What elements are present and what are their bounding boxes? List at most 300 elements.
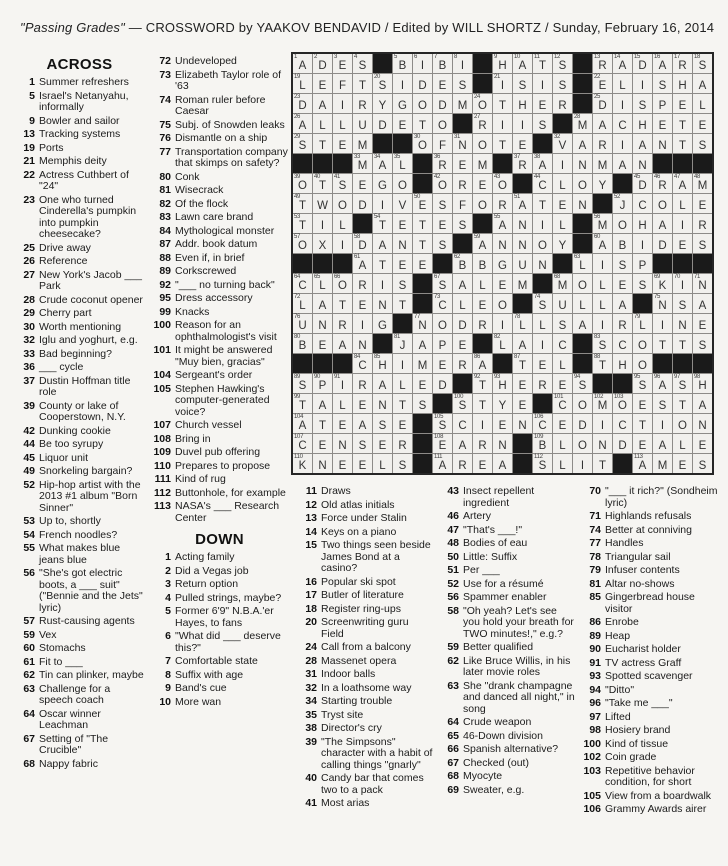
grid-cell-r13c11[interactable] <box>493 294 512 313</box>
grid-cell-r5c4[interactable] <box>353 134 372 153</box>
grid-cell-r12c5[interactable] <box>373 274 392 293</box>
grid-cell-r6c17[interactable] <box>613 154 632 173</box>
grid-cell-r9c12[interactable] <box>513 214 532 233</box>
grid-cell-r13c20[interactable] <box>673 294 692 313</box>
grid-cell-r19c6[interactable] <box>393 414 412 433</box>
grid-cell-r20c16[interactable] <box>593 434 612 453</box>
grid-cell-r6c4[interactable] <box>353 154 372 173</box>
grid-cell-r16c7[interactable] <box>413 354 432 373</box>
grid-cell-r8c10[interactable] <box>473 194 492 213</box>
grid-cell-r14c1[interactable] <box>293 314 312 333</box>
grid-cell-r18c10[interactable] <box>473 394 492 413</box>
grid-cell-r6c10[interactable] <box>473 154 492 173</box>
grid-cell-r1c2[interactable] <box>313 54 332 73</box>
grid-cell-r10c2[interactable] <box>313 234 332 253</box>
grid-cell-r9c2[interactable] <box>313 214 332 233</box>
grid-cell-r5c15[interactable] <box>573 134 592 153</box>
grid-cell-r2c5[interactable] <box>373 74 392 93</box>
grid-cell-r13c16[interactable] <box>593 294 612 313</box>
grid-cell-r10c11[interactable] <box>493 234 512 253</box>
grid-cell-r20c5[interactable] <box>373 434 392 453</box>
grid-cell-r10c7[interactable] <box>413 234 432 253</box>
grid-cell-r18c7[interactable] <box>413 394 432 413</box>
grid-cell-r7c10[interactable] <box>473 174 492 193</box>
grid-cell-r5c8[interactable] <box>433 134 452 153</box>
grid-cell-r13c1[interactable] <box>293 294 312 313</box>
grid-cell-r9c7[interactable] <box>413 214 432 233</box>
grid-cell-r5c17[interactable] <box>613 134 632 153</box>
grid-cell-r7c21[interactable] <box>693 174 712 193</box>
grid-cell-r5c10[interactable] <box>473 134 492 153</box>
grid-cell-r16c8[interactable] <box>433 354 452 373</box>
grid-cell-r2c8[interactable] <box>433 74 452 93</box>
grid-cell-r12c18[interactable] <box>633 274 652 293</box>
grid-cell-r14c3[interactable] <box>333 314 352 333</box>
grid-cell-r8c7[interactable] <box>413 194 432 213</box>
grid-cell-r14c14[interactable] <box>553 314 572 333</box>
grid-cell-r18c18[interactable] <box>633 394 652 413</box>
grid-cell-r7c4[interactable] <box>353 174 372 193</box>
grid-cell-r17c18[interactable] <box>633 374 652 393</box>
grid-cell-r2c7[interactable] <box>413 74 432 93</box>
grid-cell-r18c4[interactable] <box>353 394 372 413</box>
grid-cell-r8c18[interactable] <box>633 194 652 213</box>
grid-cell-r14c11[interactable] <box>493 314 512 333</box>
grid-cell-r8c5[interactable] <box>373 194 392 213</box>
grid-cell-r11c18[interactable] <box>633 254 652 273</box>
grid-cell-r20c9[interactable] <box>453 434 472 453</box>
grid-cell-r4c1[interactable] <box>293 114 312 133</box>
grid-cell-r3c8[interactable] <box>433 94 452 113</box>
grid-cell-r14c21[interactable] <box>693 314 712 333</box>
grid-cell-r5c18[interactable] <box>633 134 652 153</box>
grid-cell-r7c9[interactable] <box>453 174 472 193</box>
grid-cell-r21c2[interactable] <box>313 454 332 473</box>
grid-cell-r13c9[interactable] <box>453 294 472 313</box>
grid-cell-r6c15[interactable] <box>573 154 592 173</box>
grid-cell-r2c17[interactable] <box>613 74 632 93</box>
grid-cell-r4c20[interactable] <box>673 114 692 133</box>
grid-cell-r2c18[interactable] <box>633 74 652 93</box>
grid-cell-r15c18[interactable] <box>633 334 652 353</box>
grid-cell-r16c9[interactable] <box>453 354 472 373</box>
grid-cell-r12c19[interactable] <box>653 274 672 293</box>
grid-cell-r10c16[interactable] <box>593 234 612 253</box>
grid-cell-r15c14[interactable] <box>553 334 572 353</box>
grid-cell-r17c3[interactable] <box>333 374 352 393</box>
grid-cell-r17c1[interactable] <box>293 374 312 393</box>
grid-cell-r1c21[interactable] <box>693 54 712 73</box>
grid-cell-r16c16[interactable] <box>593 354 612 373</box>
grid-cell-r3c21[interactable] <box>693 94 712 113</box>
grid-cell-r16c13[interactable] <box>533 354 552 373</box>
grid-cell-r17c19[interactable] <box>653 374 672 393</box>
grid-cell-r3c13[interactable] <box>533 94 552 113</box>
grid-cell-r6c6[interactable] <box>393 154 412 173</box>
grid-cell-r12c9[interactable] <box>453 274 472 293</box>
grid-cell-r18c14[interactable] <box>553 394 572 413</box>
grid-cell-r16c17[interactable] <box>613 354 632 373</box>
grid-cell-r15c6[interactable] <box>393 334 412 353</box>
grid-cell-r5c9[interactable] <box>453 134 472 153</box>
grid-cell-r20c18[interactable] <box>633 434 652 453</box>
grid-cell-r9c13[interactable] <box>533 214 552 233</box>
grid-cell-r17c4[interactable] <box>353 374 372 393</box>
grid-cell-r11c13[interactable] <box>533 254 552 273</box>
grid-cell-r10c19[interactable] <box>653 234 672 253</box>
grid-cell-r17c20[interactable] <box>673 374 692 393</box>
grid-cell-r19c4[interactable] <box>353 414 372 433</box>
grid-cell-r19c18[interactable] <box>633 414 652 433</box>
grid-cell-r19c12[interactable] <box>513 414 532 433</box>
grid-cell-r13c19[interactable] <box>653 294 672 313</box>
grid-cell-r14c2[interactable] <box>313 314 332 333</box>
grid-cell-r18c2[interactable] <box>313 394 332 413</box>
grid-cell-r19c3[interactable] <box>333 414 352 433</box>
grid-cell-r21c15[interactable] <box>573 454 592 473</box>
grid-cell-r15c9[interactable] <box>453 334 472 353</box>
grid-cell-r18c17[interactable] <box>613 394 632 413</box>
grid-cell-r11c17[interactable] <box>613 254 632 273</box>
grid-cell-r6c9[interactable] <box>453 154 472 173</box>
grid-cell-r9c20[interactable] <box>673 214 692 233</box>
grid-cell-r10c14[interactable] <box>553 234 572 253</box>
grid-cell-r18c3[interactable] <box>333 394 352 413</box>
grid-cell-r3c16[interactable] <box>593 94 612 113</box>
grid-cell-r11c7[interactable] <box>413 254 432 273</box>
grid-cell-r13c10[interactable] <box>473 294 492 313</box>
grid-cell-r4c10[interactable] <box>473 114 492 133</box>
grid-cell-r18c12[interactable] <box>513 394 532 413</box>
grid-cell-r16c12[interactable] <box>513 354 532 373</box>
grid-cell-r5c14[interactable] <box>553 134 572 153</box>
grid-cell-r13c8[interactable] <box>433 294 452 313</box>
grid-cell-r4c2[interactable] <box>313 114 332 133</box>
grid-cell-r16c10[interactable] <box>473 354 492 373</box>
grid-cell-r11c16[interactable] <box>593 254 612 273</box>
grid-cell-r15c21[interactable] <box>693 334 712 353</box>
grid-cell-r9c11[interactable] <box>493 214 512 233</box>
grid-cell-r15c3[interactable] <box>333 334 352 353</box>
grid-cell-r7c13[interactable] <box>533 174 552 193</box>
grid-cell-r20c15[interactable] <box>573 434 592 453</box>
grid-cell-r20c1[interactable] <box>293 434 312 453</box>
grid-cell-r15c16[interactable] <box>593 334 612 353</box>
grid-cell-r7c6[interactable] <box>393 174 412 193</box>
grid-cell-r5c7[interactable] <box>413 134 432 153</box>
grid-cell-r12c15[interactable] <box>573 274 592 293</box>
grid-cell-r17c12[interactable] <box>513 374 532 393</box>
grid-cell-r10c8[interactable] <box>433 234 452 253</box>
grid-cell-r3c18[interactable] <box>633 94 652 113</box>
grid-cell-r7c19[interactable] <box>653 174 672 193</box>
grid-cell-r2c9[interactable] <box>453 74 472 93</box>
grid-cell-r14c10[interactable] <box>473 314 492 333</box>
grid-cell-r9c16[interactable] <box>593 214 612 233</box>
grid-cell-r12c16[interactable] <box>593 274 612 293</box>
grid-cell-r19c16[interactable] <box>593 414 612 433</box>
grid-cell-r18c1[interactable] <box>293 394 312 413</box>
grid-cell-r14c5[interactable] <box>373 314 392 333</box>
grid-cell-r19c1[interactable] <box>293 414 312 433</box>
grid-cell-r18c6[interactable] <box>393 394 412 413</box>
grid-cell-r8c4[interactable] <box>353 194 372 213</box>
grid-cell-r6c5[interactable] <box>373 154 392 173</box>
grid-cell-r3c2[interactable] <box>313 94 332 113</box>
grid-cell-r12c10[interactable] <box>473 274 492 293</box>
grid-cell-r20c13[interactable] <box>533 434 552 453</box>
grid-cell-r4c6[interactable] <box>393 114 412 133</box>
grid-cell-r20c4[interactable] <box>353 434 372 453</box>
grid-cell-r10c1[interactable] <box>293 234 312 253</box>
grid-cell-r7c8[interactable] <box>433 174 452 193</box>
grid-cell-r1c1[interactable] <box>293 54 312 73</box>
grid-cell-r8c14[interactable] <box>553 194 572 213</box>
grid-cell-r9c1[interactable] <box>293 214 312 233</box>
grid-cell-r18c16[interactable] <box>593 394 612 413</box>
grid-cell-r1c16[interactable] <box>593 54 612 73</box>
grid-cell-r1c11[interactable] <box>493 54 512 73</box>
grid-cell-r11c15[interactable] <box>573 254 592 273</box>
grid-cell-r21c9[interactable] <box>453 454 472 473</box>
grid-cell-r19c10[interactable] <box>473 414 492 433</box>
grid-cell-r19c13[interactable] <box>533 414 552 433</box>
grid-cell-r9c21[interactable] <box>693 214 712 233</box>
grid-cell-r3c4[interactable] <box>353 94 372 113</box>
grid-cell-r14c15[interactable] <box>573 314 592 333</box>
grid-cell-r15c4[interactable] <box>353 334 372 353</box>
grid-cell-r18c15[interactable] <box>573 394 592 413</box>
grid-cell-r5c3[interactable] <box>333 134 352 153</box>
grid-cell-r21c20[interactable] <box>673 454 692 473</box>
grid-cell-r20c21[interactable] <box>693 434 712 453</box>
grid-cell-r21c11[interactable] <box>493 454 512 473</box>
grid-cell-r2c14[interactable] <box>553 74 572 93</box>
grid-cell-r8c13[interactable] <box>533 194 552 213</box>
grid-cell-r12c4[interactable] <box>353 274 372 293</box>
grid-cell-r12c14[interactable] <box>553 274 572 293</box>
grid-cell-r17c11[interactable] <box>493 374 512 393</box>
grid-cell-r7c3[interactable] <box>333 174 352 193</box>
grid-cell-r20c8[interactable] <box>433 434 452 453</box>
grid-cell-r3c10[interactable] <box>473 94 492 113</box>
grid-cell-r2c12[interactable] <box>513 74 532 93</box>
grid-cell-r13c4[interactable] <box>353 294 372 313</box>
grid-cell-r17c14[interactable] <box>553 374 572 393</box>
grid-cell-r15c19[interactable] <box>653 334 672 353</box>
grid-cell-r19c8[interactable] <box>433 414 452 433</box>
grid-cell-r2c21[interactable] <box>693 74 712 93</box>
grid-cell-r10c12[interactable] <box>513 234 532 253</box>
grid-cell-r17c15[interactable] <box>573 374 592 393</box>
grid-cell-r12c2[interactable] <box>313 274 332 293</box>
grid-cell-r10c20[interactable] <box>673 234 692 253</box>
grid-cell-r7c2[interactable] <box>313 174 332 193</box>
grid-cell-r1c19[interactable] <box>653 54 672 73</box>
grid-cell-r7c18[interactable] <box>633 174 652 193</box>
grid-cell-r9c8[interactable] <box>433 214 452 233</box>
grid-cell-r10c13[interactable] <box>533 234 552 253</box>
grid-cell-r11c11[interactable] <box>493 254 512 273</box>
grid-cell-r9c19[interactable] <box>653 214 672 233</box>
grid-cell-r13c6[interactable] <box>393 294 412 313</box>
grid-cell-r1c14[interactable] <box>553 54 572 73</box>
grid-cell-r8c3[interactable] <box>333 194 352 213</box>
grid-cell-r15c7[interactable] <box>413 334 432 353</box>
grid-cell-r13c14[interactable] <box>553 294 572 313</box>
grid-cell-r21c14[interactable] <box>553 454 572 473</box>
grid-cell-r4c16[interactable] <box>593 114 612 133</box>
grid-cell-r19c21[interactable] <box>693 414 712 433</box>
grid-cell-r8c11[interactable] <box>493 194 512 213</box>
grid-cell-r12c1[interactable] <box>293 274 312 293</box>
grid-cell-r18c20[interactable] <box>673 394 692 413</box>
grid-cell-r3c9[interactable] <box>453 94 472 113</box>
grid-cell-r15c2[interactable] <box>313 334 332 353</box>
grid-cell-r17c5[interactable] <box>373 374 392 393</box>
grid-cell-r5c21[interactable] <box>693 134 712 153</box>
grid-cell-r15c11[interactable] <box>493 334 512 353</box>
grid-cell-r12c6[interactable] <box>393 274 412 293</box>
grid-cell-r4c19[interactable] <box>653 114 672 133</box>
grid-cell-r3c17[interactable] <box>613 94 632 113</box>
grid-cell-r13c21[interactable] <box>693 294 712 313</box>
grid-cell-r17c8[interactable] <box>433 374 452 393</box>
grid-cell-r8c21[interactable] <box>693 194 712 213</box>
grid-cell-r21c10[interactable] <box>473 454 492 473</box>
grid-cell-r3c11[interactable] <box>493 94 512 113</box>
grid-cell-r21c21[interactable] <box>693 454 712 473</box>
grid-cell-r18c19[interactable] <box>653 394 672 413</box>
grid-cell-r13c2[interactable] <box>313 294 332 313</box>
grid-cell-r2c20[interactable] <box>673 74 692 93</box>
grid-cell-r19c2[interactable] <box>313 414 332 433</box>
grid-cell-r19c17[interactable] <box>613 414 632 433</box>
grid-cell-r20c11[interactable] <box>493 434 512 453</box>
grid-cell-r6c16[interactable] <box>593 154 612 173</box>
grid-cell-r21c1[interactable] <box>293 454 312 473</box>
grid-cell-r3c19[interactable] <box>653 94 672 113</box>
grid-cell-r9c5[interactable] <box>373 214 392 233</box>
grid-cell-r8c6[interactable] <box>393 194 412 213</box>
grid-cell-r3c6[interactable] <box>393 94 412 113</box>
grid-cell-r16c18[interactable] <box>633 354 652 373</box>
grid-cell-r10c18[interactable] <box>633 234 652 253</box>
grid-cell-r4c8[interactable] <box>433 114 452 133</box>
grid-cell-r20c14[interactable] <box>553 434 572 453</box>
grid-cell-r2c2[interactable] <box>313 74 332 93</box>
grid-cell-r4c13[interactable] <box>533 114 552 133</box>
grid-cell-r13c17[interactable] <box>613 294 632 313</box>
grid-cell-r4c5[interactable] <box>373 114 392 133</box>
grid-cell-r3c7[interactable] <box>413 94 432 113</box>
grid-cell-r10c6[interactable] <box>393 234 412 253</box>
grid-cell-r11c10[interactable] <box>473 254 492 273</box>
grid-cell-r3c3[interactable] <box>333 94 352 113</box>
grid-cell-r8c15[interactable] <box>573 194 592 213</box>
grid-cell-r4c21[interactable] <box>693 114 712 133</box>
grid-cell-r19c20[interactable] <box>673 414 692 433</box>
grid-cell-r21c5[interactable] <box>373 454 392 473</box>
grid-cell-r20c20[interactable] <box>673 434 692 453</box>
grid-cell-r7c15[interactable] <box>573 174 592 193</box>
grid-cell-r9c9[interactable] <box>453 214 472 233</box>
grid-cell-r20c19[interactable] <box>653 434 672 453</box>
grid-cell-r20c3[interactable] <box>333 434 352 453</box>
grid-cell-r1c17[interactable] <box>613 54 632 73</box>
grid-cell-r5c12[interactable] <box>513 134 532 153</box>
grid-cell-r21c16[interactable] <box>593 454 612 473</box>
grid-cell-r21c3[interactable] <box>333 454 352 473</box>
grid-cell-r4c11[interactable] <box>493 114 512 133</box>
grid-cell-r18c5[interactable] <box>373 394 392 413</box>
grid-cell-r17c6[interactable] <box>393 374 412 393</box>
grid-cell-r2c16[interactable] <box>593 74 612 93</box>
grid-cell-r20c2[interactable] <box>313 434 332 453</box>
grid-cell-r20c17[interactable] <box>613 434 632 453</box>
grid-cell-r10c3[interactable] <box>333 234 352 253</box>
grid-cell-r2c1[interactable] <box>293 74 312 93</box>
grid-cell-r8c1[interactable] <box>293 194 312 213</box>
grid-cell-r4c12[interactable] <box>513 114 532 133</box>
grid-cell-r10c5[interactable] <box>373 234 392 253</box>
grid-cell-r5c20[interactable] <box>673 134 692 153</box>
grid-cell-r8c8[interactable] <box>433 194 452 213</box>
grid-cell-r19c11[interactable] <box>493 414 512 433</box>
grid-cell-r3c12[interactable] <box>513 94 532 113</box>
grid-cell-r19c15[interactable] <box>573 414 592 433</box>
grid-cell-r12c3[interactable] <box>333 274 352 293</box>
grid-cell-r15c17[interactable] <box>613 334 632 353</box>
grid-cell-r4c15[interactable] <box>573 114 592 133</box>
grid-cell-r20c10[interactable] <box>473 434 492 453</box>
grid-cell-r21c13[interactable] <box>533 454 552 473</box>
grid-cell-r21c4[interactable] <box>353 454 372 473</box>
grid-cell-r12c17[interactable] <box>613 274 632 293</box>
grid-cell-r5c19[interactable] <box>653 134 672 153</box>
grid-cell-r7c14[interactable] <box>553 174 572 193</box>
grid-cell-r2c19[interactable] <box>653 74 672 93</box>
grid-cell-r14c8[interactable] <box>433 314 452 333</box>
grid-cell-r11c9[interactable] <box>453 254 472 273</box>
grid-cell-r16c6[interactable] <box>393 354 412 373</box>
grid-cell-r8c9[interactable] <box>453 194 472 213</box>
grid-cell-r1c12[interactable] <box>513 54 532 73</box>
grid-cell-r2c3[interactable] <box>333 74 352 93</box>
grid-cell-r15c8[interactable] <box>433 334 452 353</box>
grid-cell-r11c4[interactable] <box>353 254 372 273</box>
grid-cell-r16c4[interactable] <box>353 354 372 373</box>
grid-cell-r18c21[interactable] <box>693 394 712 413</box>
grid-cell-r7c1[interactable] <box>293 174 312 193</box>
grid-cell-r5c1[interactable] <box>293 134 312 153</box>
grid-cell-r3c14[interactable] <box>553 94 572 113</box>
grid-cell-r8c20[interactable] <box>673 194 692 213</box>
grid-cell-r6c13[interactable] <box>533 154 552 173</box>
grid-cell-r1c7[interactable] <box>413 54 432 73</box>
grid-cell-r2c6[interactable] <box>393 74 412 93</box>
grid-cell-r2c4[interactable] <box>353 74 372 93</box>
grid-cell-r15c12[interactable] <box>513 334 532 353</box>
grid-cell-r14c19[interactable] <box>653 314 672 333</box>
grid-cell-r11c5[interactable] <box>373 254 392 273</box>
grid-cell-r15c13[interactable] <box>533 334 552 353</box>
grid-cell-r12c11[interactable] <box>493 274 512 293</box>
grid-cell-r14c17[interactable] <box>613 314 632 333</box>
grid-cell-r5c11[interactable] <box>493 134 512 153</box>
grid-cell-r12c20[interactable] <box>673 274 692 293</box>
grid-cell-r12c12[interactable] <box>513 274 532 293</box>
